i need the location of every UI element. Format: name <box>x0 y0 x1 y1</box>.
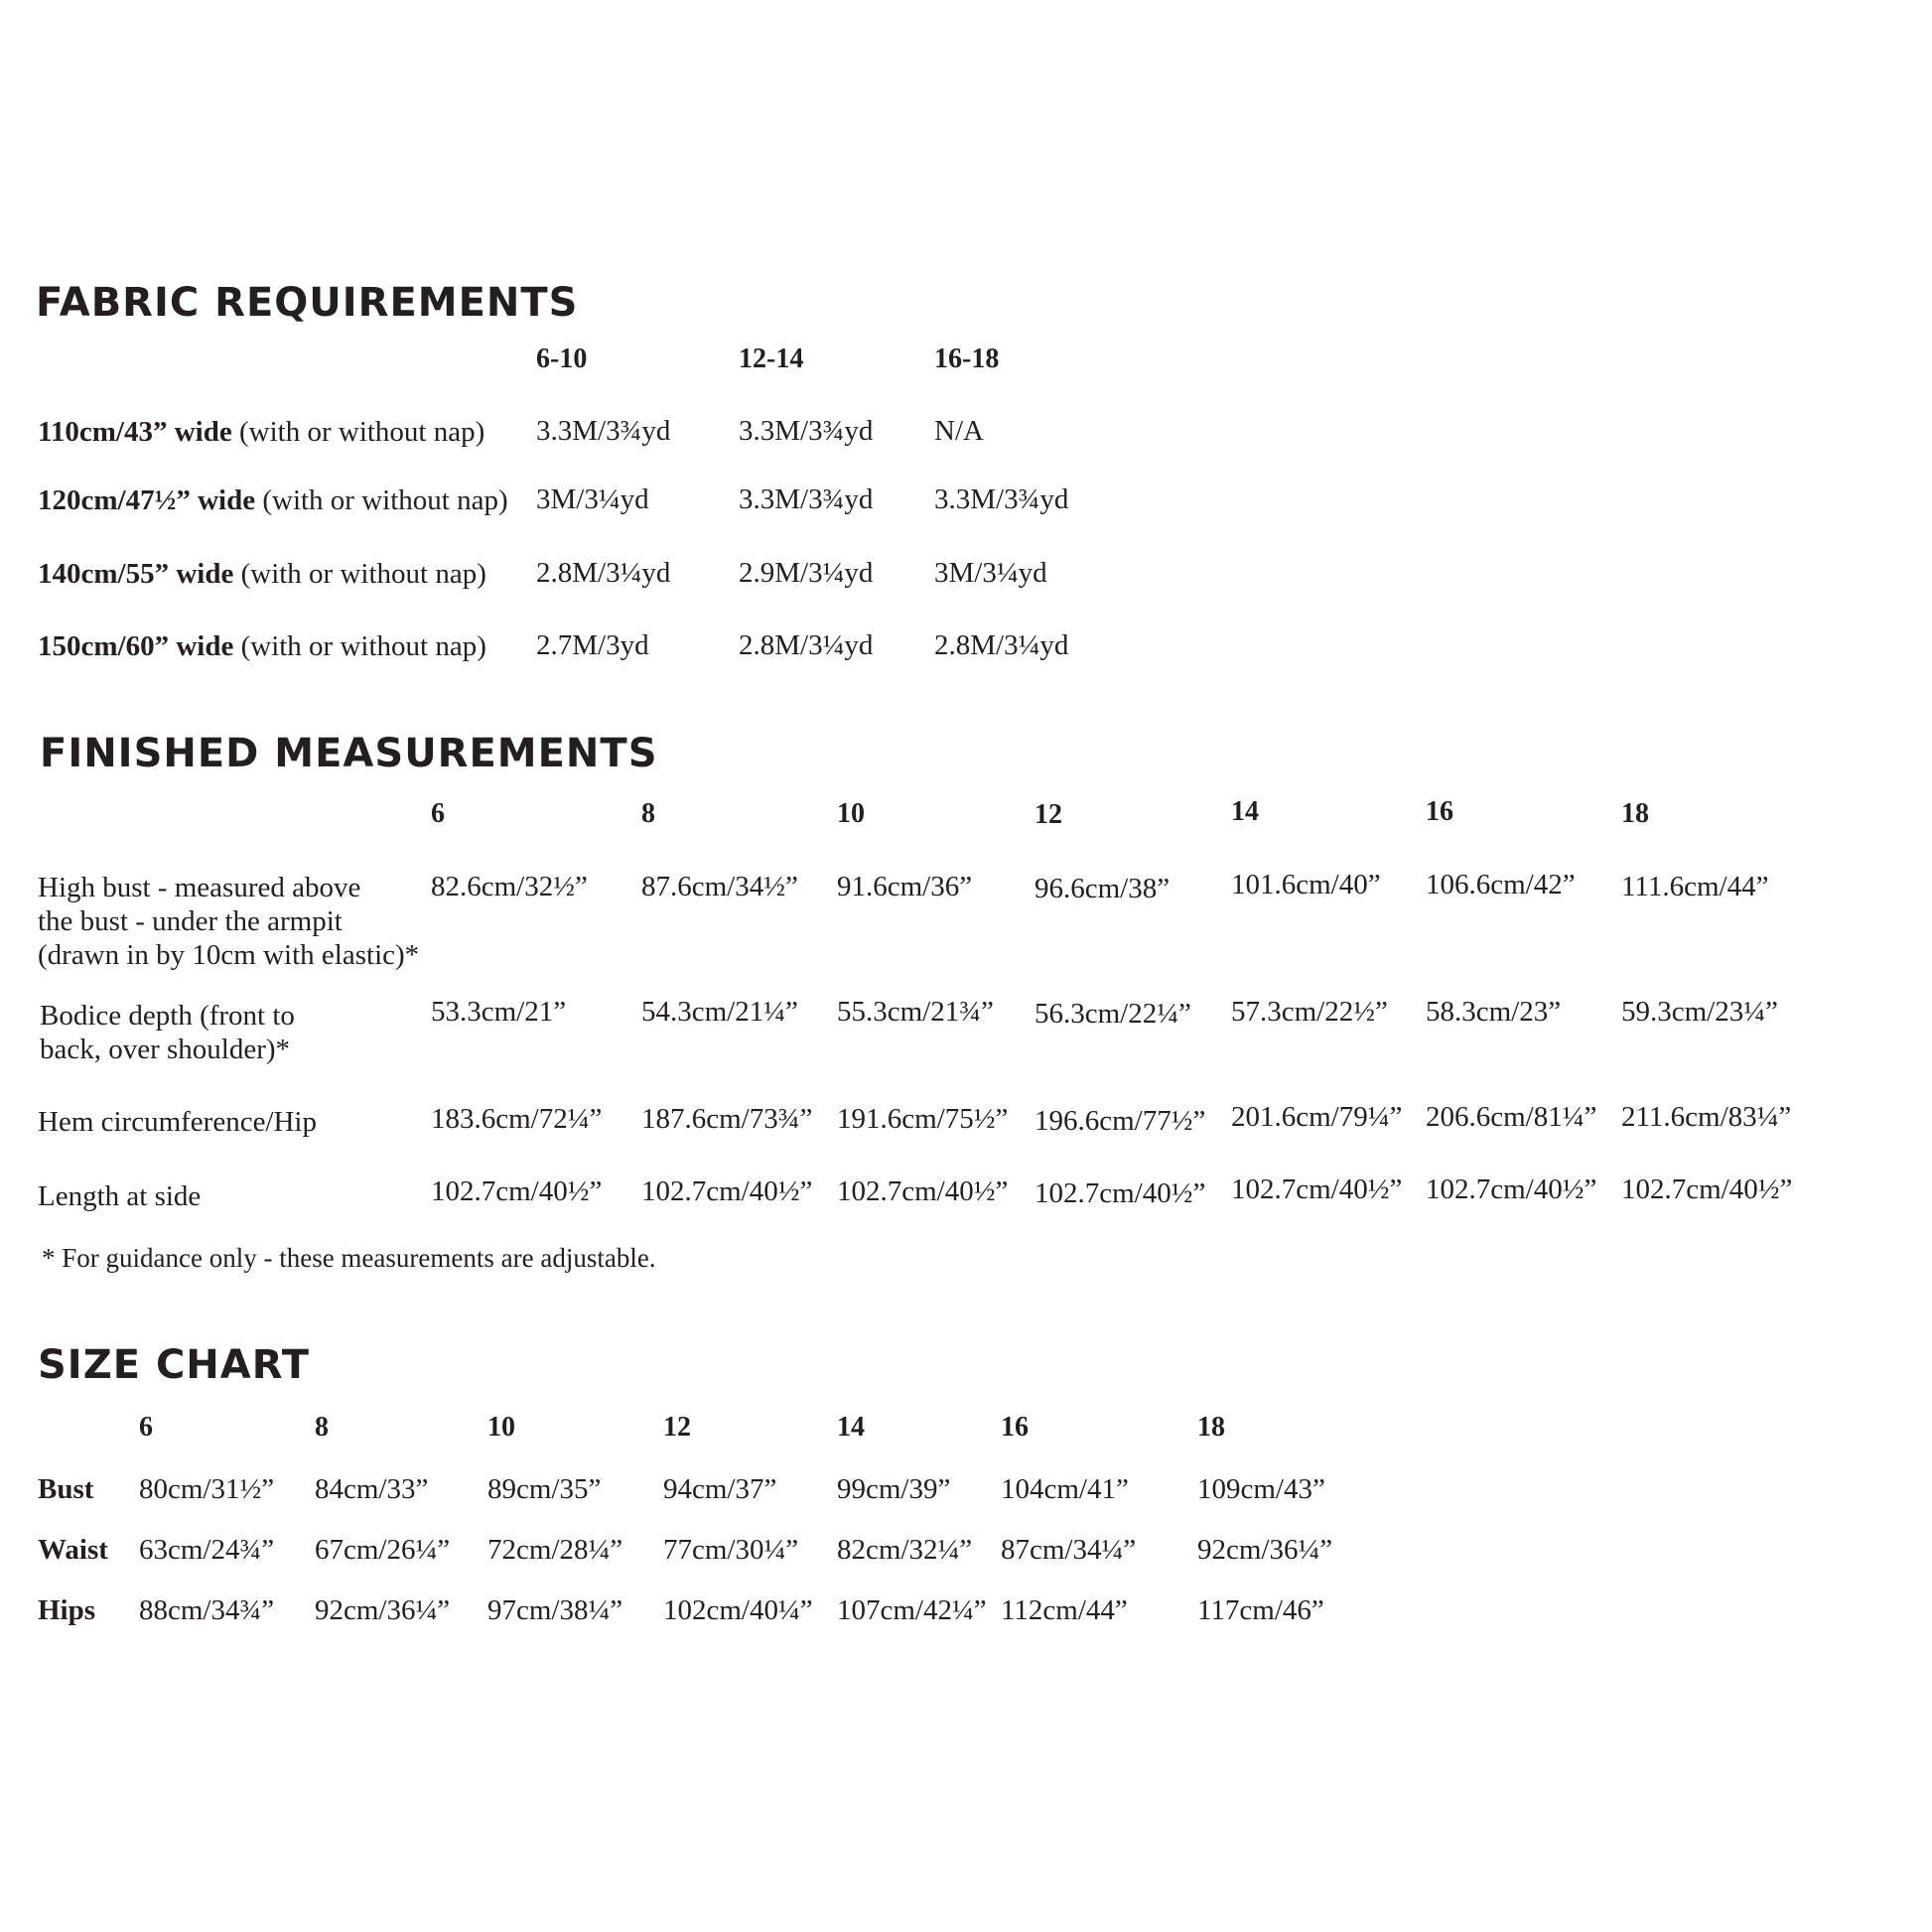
fabric-nap-note: (with or without nap) <box>231 416 485 448</box>
size-cell: 92cm/36¼” <box>1197 1534 1333 1566</box>
size-cell: 102cm/40¼” <box>663 1594 813 1626</box>
size-cell: 99cm/39” <box>837 1473 951 1505</box>
size-row-label-waist: Waist <box>38 1534 108 1566</box>
measure-cell: 102.7cm/40½” <box>431 1175 603 1207</box>
measure-cell: 55.3cm/21¾” <box>837 996 994 1028</box>
fabric-cell: 3.3M/3¾yd <box>536 415 671 447</box>
fabric-row-label <box>38 629 486 663</box>
measure-cell: 56.3cm/22¼” <box>1035 998 1191 1030</box>
size-cell: 87cm/34¼” <box>1001 1534 1137 1566</box>
fabric-cell: 2.7M/3yd <box>536 629 649 661</box>
measure-cell: 102.7cm/40½” <box>1426 1173 1597 1205</box>
measure-cell: 53.3cm/21” <box>431 996 567 1028</box>
size-cell: 84cm/33” <box>315 1473 429 1505</box>
measure-cell: 102.7cm/40½” <box>1231 1173 1403 1205</box>
size-cell: 104cm/41” <box>1001 1473 1129 1505</box>
size-cell: 94cm/37” <box>663 1473 777 1505</box>
measure-row-label-bodice-depth <box>40 999 295 1066</box>
measure-cell: 111.6cm/44” <box>1621 871 1769 902</box>
finished-measurements-heading: FINISHED MEASUREMENTS <box>40 731 658 776</box>
measure-col-16: 16 <box>1426 796 1453 827</box>
label-line: (drawn in by 10cm with elastic)* <box>38 939 420 971</box>
label-line: Bodice depth (front to <box>40 1000 295 1032</box>
measure-row-label-hem <box>38 1105 317 1139</box>
measure-cell: 201.6cm/79¼” <box>1231 1101 1403 1133</box>
size-cell: 117cm/46” <box>1197 1594 1324 1626</box>
size-cell: 72cm/28¼” <box>487 1534 623 1566</box>
measure-cell: 54.3cm/21¼” <box>641 996 798 1028</box>
fabric-cell: 3M/3¼yd <box>934 557 1047 589</box>
fabric-col-16-18: 16-18 <box>934 344 1000 374</box>
label-line: the bust - under the armpit <box>38 905 343 937</box>
fabric-width: 140cm/55” wide <box>38 558 234 590</box>
fabric-row-label <box>38 415 484 449</box>
size-cell: 97cm/38¼” <box>487 1594 623 1626</box>
fabric-cell: 2.8M/3¼yd <box>536 557 671 589</box>
measure-cell: 102.7cm/40½” <box>641 1175 813 1207</box>
fabric-cell: 3.3M/3¾yd <box>739 483 874 515</box>
size-cell: 89cm/35” <box>487 1473 602 1505</box>
measure-cell: 57.3cm/22½” <box>1231 996 1388 1028</box>
fabric-col-6-10: 6-10 <box>536 344 588 374</box>
size-cell: 112cm/44” <box>1001 1594 1128 1626</box>
size-cell: 107cm/42¼” <box>837 1594 987 1626</box>
guidance-footnote: * For guidance only - these measurements are adjustable. <box>42 1243 656 1273</box>
fabric-row-label <box>38 557 486 591</box>
fabric-width: 110cm/43” wide <box>38 416 232 448</box>
measure-cell: 101.6cm/40” <box>1231 869 1381 900</box>
measure-cell: 87.6cm/34½” <box>641 871 798 902</box>
measure-cell: 196.6cm/77½” <box>1035 1105 1206 1137</box>
fabric-nap-note: (with or without nap) <box>233 630 486 662</box>
measure-col-14: 14 <box>1231 796 1259 827</box>
fabric-cell: 2.8M/3¼yd <box>739 629 874 661</box>
measure-col-12: 12 <box>1035 799 1062 830</box>
size-col-16: 16 <box>1001 1412 1029 1443</box>
measure-cell: 91.6cm/36” <box>837 871 973 902</box>
size-cell: 67cm/26¼” <box>315 1534 451 1566</box>
fabric-width: 150cm/60” wide <box>38 630 234 662</box>
measure-cell: 59.3cm/23¼” <box>1621 996 1778 1028</box>
measure-cell: 96.6cm/38” <box>1035 873 1171 904</box>
fabric-nap-note: (with or without nap) <box>255 484 508 516</box>
size-cell: 88cm/34¾” <box>139 1594 275 1626</box>
fabric-width: 120cm/47½” wide <box>38 484 256 516</box>
fabric-cell: 3.3M/3¾yd <box>934 483 1069 515</box>
measure-col-10: 10 <box>837 798 865 829</box>
size-row-label-hips: Hips <box>38 1594 96 1626</box>
measure-cell: 102.7cm/40½” <box>837 1175 1009 1207</box>
size-col-14: 14 <box>837 1412 865 1443</box>
label-line: back, over shoulder)* <box>40 1034 291 1065</box>
size-cell: 77cm/30¼” <box>663 1534 799 1566</box>
size-col-10: 10 <box>487 1412 515 1443</box>
measure-cell: 187.6cm/73¾” <box>641 1103 813 1135</box>
measure-row-label-length <box>38 1179 201 1213</box>
size-col-12: 12 <box>663 1412 691 1443</box>
size-cell: 63cm/24¾” <box>139 1534 275 1566</box>
measure-row-label-high-bust <box>38 871 419 972</box>
fabric-cell: 3M/3¼yd <box>536 483 649 515</box>
measure-cell: 211.6cm/83¼” <box>1621 1101 1792 1133</box>
size-cell: 92cm/36¼” <box>315 1594 451 1626</box>
fabric-row-label <box>38 483 508 517</box>
measure-col-6: 6 <box>431 798 445 829</box>
size-row-label-bust: Bust <box>38 1473 94 1505</box>
measure-cell: 183.6cm/72¼” <box>431 1103 603 1135</box>
fabric-cell: 2.9M/3¼yd <box>739 557 874 589</box>
measure-cell: 102.7cm/40½” <box>1621 1173 1793 1205</box>
label-line: High bust - measured above <box>38 872 361 903</box>
size-cell: 80cm/31½” <box>139 1473 275 1505</box>
measure-col-18: 18 <box>1621 798 1649 829</box>
measure-cell: 206.6cm/81¼” <box>1426 1101 1597 1133</box>
label-line: Length at side <box>38 1180 202 1212</box>
fabric-cell: N/A <box>934 415 984 447</box>
fabric-requirements-heading: FABRIC REQUIREMENTS <box>36 280 579 326</box>
size-col-8: 8 <box>315 1412 329 1443</box>
measure-cell: 106.6cm/42” <box>1426 869 1576 900</box>
fabric-cell: 3.3M/3¾yd <box>739 415 874 447</box>
fabric-cell: 2.8M/3¼yd <box>934 629 1069 661</box>
label-line: Hem circumference/Hip <box>38 1106 317 1138</box>
measure-cell: 191.6cm/75½” <box>837 1103 1009 1135</box>
measure-cell: 82.6cm/32½” <box>431 871 588 902</box>
size-col-18: 18 <box>1197 1412 1225 1443</box>
measure-cell: 58.3cm/23” <box>1426 996 1562 1028</box>
size-col-6: 6 <box>139 1412 153 1443</box>
size-cell: 109cm/43” <box>1197 1473 1325 1505</box>
measure-cell: 102.7cm/40½” <box>1035 1177 1206 1209</box>
size-cell: 82cm/32¼” <box>837 1534 973 1566</box>
size-chart-heading: SIZE CHART <box>38 1342 311 1388</box>
measure-col-8: 8 <box>641 798 655 829</box>
fabric-nap-note: (with or without nap) <box>233 558 486 590</box>
fabric-col-12-14: 12-14 <box>739 344 804 374</box>
